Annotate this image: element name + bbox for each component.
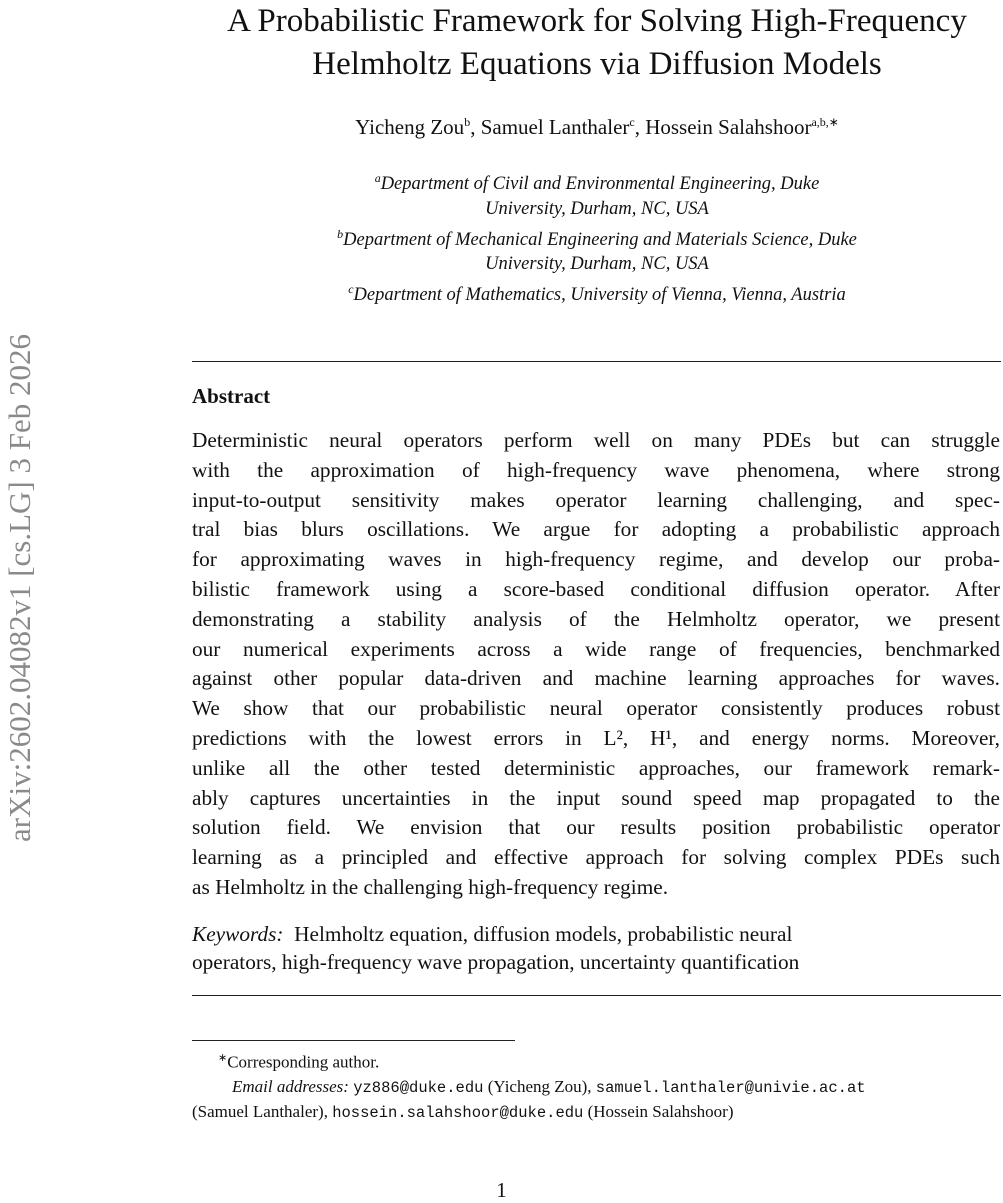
author-list	[192, 115, 1002, 140]
email-owner: (Hossein Salahshoor)	[587, 1101, 734, 1121]
footnote-mark: ∗	[218, 1052, 228, 1064]
email-link[interactable]: samuel.lanthaler@univie.ac.at	[595, 1078, 866, 1097]
abstract-line: our numerical experiments across a wide range of frequencies, benchmarked	[192, 636, 1000, 661]
page-number: 1	[496, 1178, 507, 1202]
arxiv-stamp: arXiv:2602.04082v1 [cs.LG] 3 Feb 2026	[2, 334, 37, 842]
keywords-line: Helmholtz equation, diffusion models, probabilistic neural	[294, 922, 793, 946]
author-sup: a,b,∗	[811, 115, 839, 129]
abstract-line: Deterministic neural operators perform well on many PDEs but can struggle	[192, 428, 1000, 452]
affiliations	[192, 166, 1002, 308]
author-sup: b	[464, 115, 471, 129]
author	[355, 115, 481, 139]
abstract-line: tral bias blurs oscillations. We argue for adopting a probabilistic approach	[192, 517, 1000, 542]
author-name: Hossein Salahshoor	[645, 115, 812, 139]
author-sup: c	[629, 115, 635, 129]
title-line: Helmholtz Equations via Diffusion Models	[312, 46, 882, 82]
abstract-line: learning as a principled and effective approach for solving complex PDEs such	[192, 845, 1000, 870]
email-link[interactable]: hossein.salahshoor@duke.edu	[332, 1103, 584, 1122]
abstract-line: with the approximation of high-frequency wave phenomena, where strong	[192, 457, 1000, 482]
abstract-line: demonstrating a stability analysis of the Helmholtz operator, we present	[192, 606, 1000, 631]
author	[645, 115, 839, 139]
aff-line: Department of Mechanical Engineering and Materials Science, Duke	[343, 229, 857, 250]
abstract-line: We show that our probabilistic neural operator consistently produces robust	[192, 696, 1000, 721]
abstract-line: as Helmholtz in the challenging high-frequency regime.	[192, 874, 669, 899]
keywords-label: Keywords:	[192, 922, 284, 946]
email-link[interactable]: yz886@duke.edu	[353, 1078, 484, 1097]
footnote: ∗Corresponding author. Email addresses: yz886@duke.edu (Yicheng Zou), samuel.lanthaler@univie.ac.at (Samuel Lanthaler), hossein.salahshoor@duke.edu (Hossein Salahshoor)	[192, 1052, 866, 1122]
affiliation	[192, 166, 1002, 197]
abstract-line: for approximating waves in high-frequency regime, and develop our proba-	[192, 547, 1000, 572]
abstract-line: bilistic framework using a score-based conditional diffusion operator. After	[192, 576, 1000, 601]
email-owner: (Yicheng Zou)	[487, 1076, 588, 1096]
paper-title	[192, 0, 1002, 86]
aff-sup: a	[374, 171, 381, 185]
author	[481, 115, 646, 139]
abstract-line: input-to-output sensitivity makes operator learning challenging, and spec-	[192, 487, 1000, 512]
footnote-rule	[192, 1040, 515, 1041]
aff-line: Department of Civil and Environmental Engineering, Duke	[380, 174, 820, 195]
corresponding-note: Corresponding author.	[227, 1052, 380, 1072]
aff-sup: c	[348, 282, 354, 297]
email-owner: (Samuel Lanthaler)	[192, 1101, 324, 1121]
abstract-line: ably captures uncertainties in the input sound speed map propagated to the	[192, 785, 1000, 810]
abstract-heading: Abstract	[192, 384, 271, 408]
author-name: Samuel Lanthaler	[480, 115, 630, 139]
abstract-line: against other popular data-driven and machine learning approaches for waves.	[192, 666, 1000, 691]
top-rule	[192, 361, 1001, 362]
aff-line: University, Durham, NC, USA	[485, 254, 709, 275]
aff-line: University, Durham, NC, USA	[485, 198, 709, 219]
affiliation	[192, 222, 1002, 253]
aff-line: Department of Mathematics, University of Vienna, Vienna, Austria	[353, 285, 846, 306]
abstract-line: solution field. We envision that our results position probabilistic operator	[192, 815, 1000, 840]
abstract-line: predictions with the lowest errors in L², H¹, and energy norms. Moreover,	[192, 725, 1000, 750]
affiliation	[192, 277, 1002, 308]
aff-sup: b	[337, 226, 344, 241]
email-label: Email addresses:	[232, 1076, 349, 1096]
sep: ,	[470, 115, 481, 139]
bottom-rule	[192, 995, 1001, 996]
sep: ,	[634, 115, 646, 139]
keywords-line: operators, high-frequency wave propagation, uncertainty quantification	[192, 950, 800, 974]
abstract-line: unlike all the other tested deterministic approaches, our framework remark-	[192, 755, 1000, 780]
title-line: A Probabilistic Framework for Solving High-Frequency	[227, 3, 967, 39]
author-name: Yicheng Zou	[355, 115, 465, 139]
abstract-body	[192, 426, 1000, 903]
keywords	[192, 920, 1000, 976]
